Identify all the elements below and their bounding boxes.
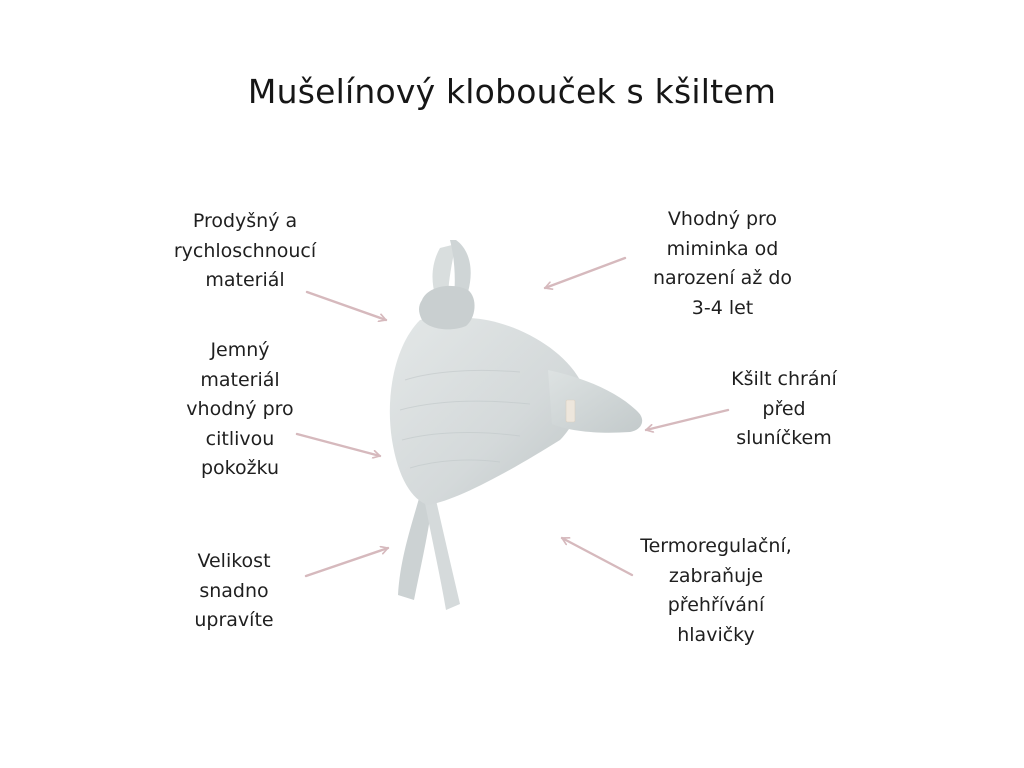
- callout-line: materiál: [200, 368, 280, 391]
- callout-line: miminka od: [666, 237, 779, 260]
- callout-breathable: [140, 207, 350, 296]
- arrow-top-right: [545, 258, 625, 288]
- callout-line: Prodyšný a: [192, 210, 298, 232]
- callout-line: vhodný pro: [186, 398, 294, 420]
- arrow-top-left: [307, 292, 386, 320]
- hat-brim: [548, 370, 642, 433]
- callout-adjustable-size: [140, 547, 328, 636]
- callout-line: před: [762, 397, 806, 420]
- callout-line: materiál: [205, 269, 285, 291]
- page-title: Mušelínový klobouček s kšiltem: [247, 72, 777, 111]
- hat-knot: [419, 286, 475, 329]
- callout-line: snadno: [199, 579, 269, 602]
- callout-line: Velikost: [197, 550, 271, 572]
- callout-line: citlivou: [205, 427, 275, 450]
- callout-line: Termoregulační,: [640, 535, 792, 557]
- muslin-hat-illustration: [390, 240, 642, 610]
- callout-line: přehřívání: [667, 594, 765, 616]
- callout-line: hlavičky: [677, 623, 755, 646]
- callout-line: rychloschnoucí: [173, 239, 317, 262]
- callout-age-range: [620, 205, 825, 323]
- callout-line: Vhodný pro: [667, 208, 778, 230]
- callout-line: narození až do: [652, 267, 793, 289]
- callout-line: zabraňuje: [668, 564, 764, 587]
- callout-soft-material: [140, 336, 340, 484]
- callout-line: pokožku: [200, 457, 280, 479]
- callout-line: sluníčkem: [736, 427, 832, 449]
- callout-sun-visor: [694, 365, 874, 454]
- callout-line: Kšilt chrání: [731, 368, 837, 390]
- callout-line: Jemný: [210, 339, 270, 361]
- callout-thermoregulation: [612, 532, 820, 650]
- callout-line: upravíte: [194, 609, 274, 631]
- brand-tag: [566, 400, 575, 422]
- hat-tie-right: [424, 498, 460, 610]
- callout-line: 3-4 let: [691, 296, 754, 319]
